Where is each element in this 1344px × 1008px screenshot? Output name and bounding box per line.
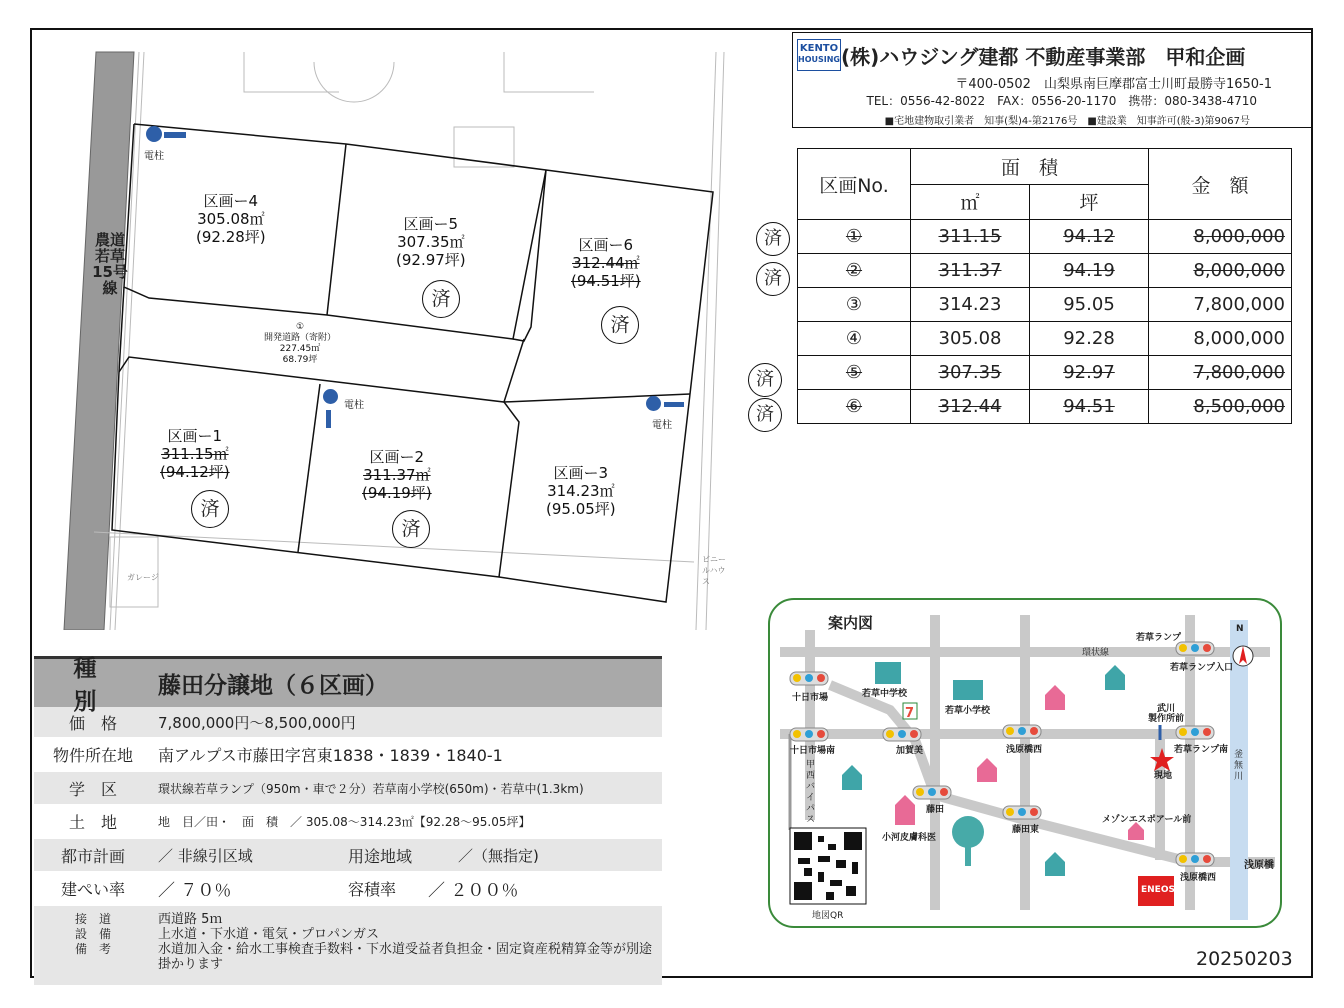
map-asahara-w2: 浅原橋西 — [1180, 873, 1217, 883]
company-address: 〒400-0502 山梨県南巨摩郡富士川町最勝寺1650-1 — [955, 77, 1272, 92]
cell-m2: 312.44 — [911, 390, 1030, 424]
lot-2-label: 区画ー2 311.37㎡ (94.19坪) — [362, 448, 432, 502]
col-header-m2: ㎡ — [911, 184, 1030, 220]
sold-mark-row-1: 済 — [756, 222, 790, 256]
map-tokaichiba: 十日市場 — [792, 693, 829, 703]
info-row-location: 物件所在地 南アルプス市藤田字宮東1838・1839・1840-1 — [34, 738, 662, 772]
cell-m2: 311.37 — [911, 254, 1030, 288]
price-row — [798, 254, 1292, 288]
cell-price: 7,800,000 — [1149, 288, 1292, 322]
cell-tsubo: 94.51 — [1030, 390, 1149, 424]
farm-road-label: 農道 若草15号線 — [92, 231, 128, 297]
map-maison: メゾンエスポアール前 — [1102, 815, 1192, 825]
company-logo: KENTO HOUSING — [797, 39, 841, 71]
dev-road-label: ① 開発道路（寄附） 227.45㎡ 68.79坪 — [264, 322, 337, 365]
site-plan — [34, 32, 729, 630]
map-jhs: 若草中学校 — [862, 689, 908, 699]
arrow-right-icon — [664, 402, 684, 407]
map-bukawa: 武川 製作所前 — [1148, 704, 1185, 724]
pole-label-1: 電柱 — [144, 151, 164, 162]
map-kanjo: 環状線 — [1082, 648, 1110, 658]
sold-mark-row-2: 済 — [756, 262, 790, 296]
map-wakakusa-ramp: 若草ランプ — [1136, 633, 1182, 643]
map-small-clinic: 小河皮膚科医 — [882, 833, 937, 843]
price-row — [798, 288, 1292, 322]
location-map — [768, 598, 1282, 928]
lot-6-label: 区画ー6 312.44㎡ (94.51坪) — [571, 236, 641, 290]
cell-m2: 305.08 — [911, 322, 1030, 356]
lot-3-label: 区画ー3 314.23㎡ (95.05坪) — [546, 464, 616, 518]
cell-tsubo: 92.97 — [1030, 356, 1149, 390]
cell-m2: 307.35 — [911, 356, 1030, 390]
cell-no: ④ — [798, 322, 911, 356]
cell-no: ③ — [798, 288, 911, 322]
sold-mark-lot-5: 済 — [422, 280, 460, 318]
cell-price: 7,800,000 — [1149, 356, 1292, 390]
pole-marker-1 — [146, 126, 162, 142]
col-header-tsubo: 坪 — [1030, 184, 1149, 220]
cell-tsubo: 94.12 — [1030, 220, 1149, 254]
price-row — [798, 390, 1292, 424]
sold-mark-row-6: 済 — [748, 398, 782, 432]
property-info — [34, 656, 662, 986]
col-header-no: 区画No. — [798, 149, 911, 220]
svg-text:7: 7 — [905, 706, 915, 721]
info-row-land: 土 地 地 目／田・ 面 積 ／ 305.08～314.23㎡【92.28～95.05坪】 — [34, 805, 662, 839]
company-phone: TEL：0556-42-8022 FAX：0556-20-1170 携帯：080-3438-4710 — [866, 94, 1257, 108]
sold-mark-lot-1: 済 — [191, 490, 229, 528]
map-asahara: 浅原橋 — [1244, 860, 1274, 871]
cell-m2: 311.15 — [911, 220, 1030, 254]
map-asahara-w: 浅原橋西 — [1006, 745, 1043, 755]
map-title: 案内図 — [828, 614, 874, 632]
map-eneos: ENEOS — [1141, 885, 1175, 895]
cell-tsubo: 94.19 — [1030, 254, 1149, 288]
map-kajima: 加賀美 — [896, 746, 924, 756]
company-license: ■宅地建物取引業者 知事(梨)4-第2176号 ■建設業 知事許可(般-3)第9067号 — [884, 116, 1250, 127]
info-row-city: 都市計画 ／ 非線引区域 用途地域 ／（無指定) — [34, 839, 662, 872]
cell-price: 8,000,000 — [1149, 322, 1292, 356]
garage-label: ガレージ — [127, 573, 159, 582]
pole-marker-2 — [323, 389, 338, 404]
pole-label-2: 電柱 — [344, 400, 364, 411]
map-fujita: 藤田 — [926, 805, 945, 815]
cell-no: ⑤ — [798, 356, 911, 390]
map-ramp-entry: 若草ランプ入口 — [1170, 663, 1234, 673]
arrow-right-icon — [164, 132, 186, 138]
cell-tsubo: 92.28 — [1030, 322, 1149, 356]
map-tokaichiba-s: 十日市場南 — [790, 746, 836, 756]
company-header — [792, 32, 1313, 128]
info-row-price: 価 格 7,800,000円～8,500,000円 — [34, 707, 662, 738]
price-table — [797, 148, 1292, 424]
info-row-school: 学 区 環状線若草ランプ（950m・車で２分）若草南小学校(650m)・若草中(1.3km) — [34, 772, 662, 805]
map-north: N — [1236, 624, 1244, 634]
map-genchi: 現地 — [1154, 771, 1173, 781]
price-row — [798, 322, 1292, 356]
info-header: 種 別 藤田分譲地（６区画） — [34, 656, 662, 707]
cell-tsubo: 95.05 — [1030, 288, 1149, 322]
lot-5-label: 区画ー5 307.35㎡ (92.97坪) — [396, 215, 466, 269]
property-type: 藤田分譲地（６区画） — [158, 672, 388, 699]
cell-price: 8,000,000 — [1149, 220, 1292, 254]
sold-mark-lot-6: 済 — [601, 306, 639, 344]
company-name: (株)ハウジング建都 不動産事業部 甲和企画 — [841, 45, 1246, 69]
cell-no: ⑥ — [798, 390, 911, 424]
map-ramp-s: 若草ランプ南 — [1174, 745, 1229, 755]
pole-marker-3 — [646, 396, 661, 411]
map-es: 若草小学校 — [945, 706, 991, 716]
map-qr-label: 地図QR — [812, 911, 844, 921]
sold-mark-lot-2: 済 — [392, 510, 430, 548]
lot-4-label: 区画ー4 305.08㎡ (92.28坪) — [196, 192, 266, 246]
cell-price: 8,500,000 — [1149, 390, 1292, 424]
price-row — [798, 356, 1292, 390]
cell-m2: 314.23 — [911, 288, 1030, 322]
arrow-down-icon — [326, 410, 331, 428]
info-row-misc: 接 道 設 備 備 考 西道路 5ｍ 上水道・下水道・電気・プロパンガス 水道加入金・給水工事検査手数料・下水道受益者負担金・固定資産税精算金等が別途掛かります — [34, 906, 662, 986]
pole-label-3: 電柱 — [652, 420, 672, 431]
col-header-price: 金 額 — [1149, 149, 1292, 220]
map-fujikawa: 釜無川 — [1234, 750, 1244, 782]
cell-no: ① — [798, 220, 911, 254]
map-fujita-e: 藤田東 — [1012, 825, 1040, 835]
price-row — [798, 220, 1292, 254]
cell-no: ② — [798, 254, 911, 288]
vinyl-house-label: ビニールハウス — [702, 555, 726, 586]
map-bypass: 甲西バイパス — [806, 760, 816, 825]
document-date: 20250203 — [1196, 948, 1293, 970]
col-header-area: 面 積 — [911, 149, 1149, 185]
info-row-ratio: 建ぺい率 ／ ７０％ 容積率 ／ ２００％ — [34, 872, 662, 906]
sold-mark-row-5: 済 — [748, 363, 782, 397]
lot-1-label: 区画ー1 311.15㎡ (94.12坪) — [160, 427, 230, 481]
cell-price: 8,000,000 — [1149, 254, 1292, 288]
